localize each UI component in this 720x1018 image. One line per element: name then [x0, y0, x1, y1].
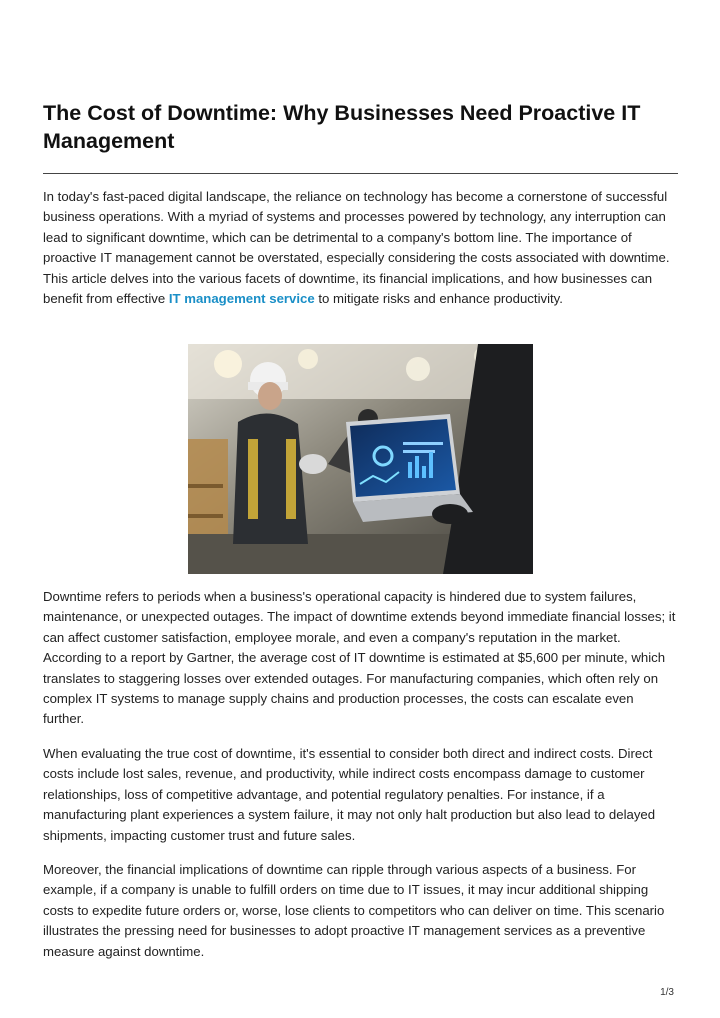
intro-paragraph	[43, 187, 678, 309]
intro-text-before-link: In today's fast-paced digital landscape, the reliance on technology has become a cornerstone of successful business operations. With a myriad of systems and processes powered by technology, any interruption can lead to significant downtime, which can be detrimental to a company's bottom line. The importance of proactive IT management cannot be overstated, especially considering the costs associated with downtime. This article delves into the various facets of downtime, its financial implications, and how businesses can benefit from effective	[43, 189, 670, 307]
hero-image-factory-laptop	[188, 344, 533, 574]
page-number: 1/3	[660, 987, 674, 998]
paragraph-direct-indirect-costs: When evaluating the true cost of downtime, it's essential to consider both direct and indirect costs. Direct costs include lost sales, revenue, and productivity, while indirect costs encompass damage to customer relationships, loss of competitive advantage, and potential regulatory penalties. For instance, if a manufacturing plant experiences a system failure, it may not only halt production but also lead to delayed shipments, impacting customer trust and future sales.	[43, 746, 656, 843]
intro-text-after-link: to mitigate risks and enhance productivity.	[314, 291, 563, 307]
it-management-service-link[interactable]: IT management service	[168, 291, 315, 307]
paragraph-downtime-definition: Downtime refers to periods when a business's operational capacity is hindered due to system failures, maintenance, or unexpected outages. The impact of downtime extends beyond immediate financial losses; it can affect customer satisfaction, employee morale, and even a company's reputation in the market. According to a report by Gartner, the average cost of IT downtime is estimated at $5,600 per minute, which translates to staggering losses over extended outages. For manufacturing companies, which often rely on complex IT systems to manage supply chains and production processes, the costs can escalate even further.	[43, 589, 676, 727]
article-title: The Cost of Downtime: Why Businesses Need Proactive IT Management	[43, 101, 641, 153]
paragraph-financial-implications: Moreover, the financial implications of downtime can ripple through various aspects of a business. For example, if a company is unable to fulfill orders on time due to IT issues, it may incur additional shipping costs to expedite future orders or, worse, lose clients to competitors who can deliver on time. This scenario illustrates the pressing need for businesses to adopt proactive IT management services as a preventive measure against downtime.	[43, 862, 665, 959]
title-divider	[43, 173, 678, 174]
